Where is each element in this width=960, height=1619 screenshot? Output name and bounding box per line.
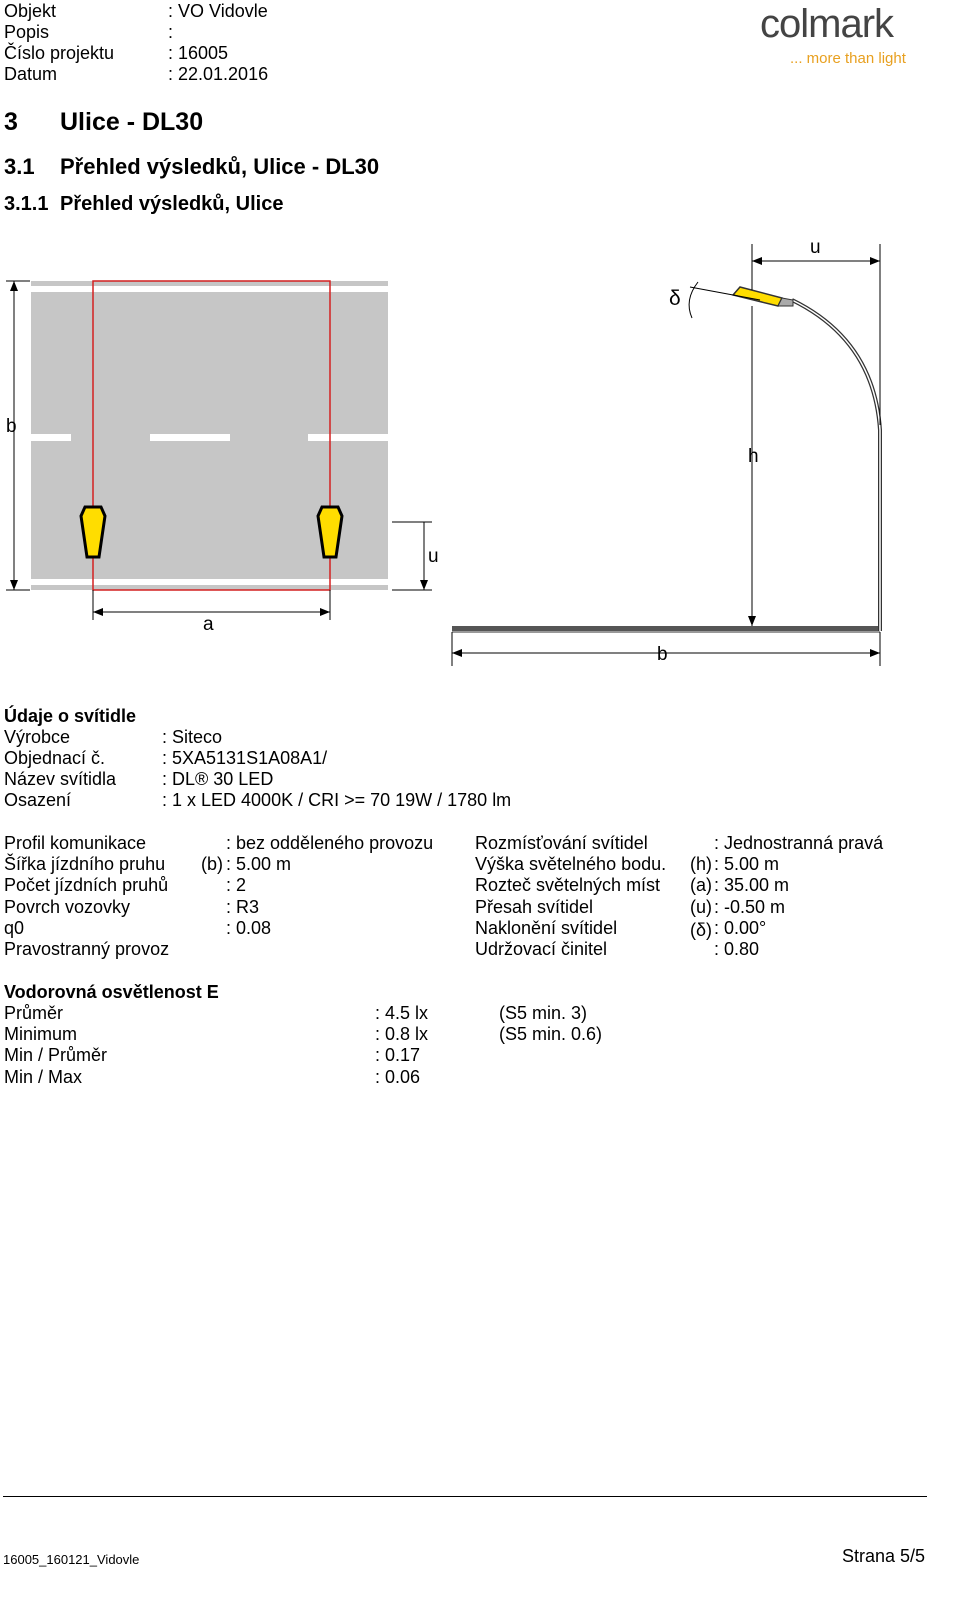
profile-value: : 5.00 m xyxy=(226,854,292,874)
profile-label: Povrch vozovky xyxy=(4,897,131,917)
illuminance-value: : 0.17 xyxy=(375,1045,421,1065)
luminaire-value: : Siteco xyxy=(162,727,223,747)
luminaire-value: : DL® 30 LED xyxy=(162,769,274,789)
luminaire-label: Výrobce xyxy=(4,727,71,747)
pole xyxy=(792,300,880,631)
pole-side-view xyxy=(452,237,880,666)
luminaire-title: Údaje o svítidle xyxy=(4,706,137,726)
logo-wordmark: colmark xyxy=(760,2,894,46)
illuminance-label: Průměr xyxy=(4,1003,64,1023)
illuminance-label: Min / Průměr xyxy=(4,1045,108,1065)
profile-symbol: (u) xyxy=(690,897,712,917)
dim-label-u-side: u xyxy=(810,237,821,258)
heading-2-text: Přehled výsledků, Ulice - DL30 xyxy=(60,154,380,179)
luminaire-icon xyxy=(318,507,342,557)
profile-symbol: (b) xyxy=(201,854,223,874)
header-value-objekt: : VO Vidovle xyxy=(168,1,268,21)
illuminance-value: : 0.06 xyxy=(375,1067,421,1087)
lane-marking xyxy=(308,434,388,441)
heading-3-number: 3.1.1 xyxy=(4,193,49,215)
heading-1-number: 3 xyxy=(4,108,18,136)
luminaire-label: Objednací č. xyxy=(4,748,106,768)
dim-label-u-plan: u xyxy=(428,546,439,567)
profile-symbol: (δ) xyxy=(690,920,713,940)
header-value-project: : 16005 xyxy=(168,43,229,63)
illuminance-label: Min / Max xyxy=(4,1067,83,1087)
profile-value: : 0.08 xyxy=(226,918,272,938)
logo-tagline: ... more than light xyxy=(790,50,906,67)
header-value-popis: : xyxy=(168,22,174,42)
road-plan-view xyxy=(31,281,388,590)
luminaire-value: : 1 x LED 4000K / CRI >= 70 19W / 1780 lm xyxy=(162,790,512,810)
header-label-objekt: Objekt xyxy=(4,1,57,21)
road-layout-diagram xyxy=(0,230,960,680)
dim-label-h: h xyxy=(748,446,759,467)
profile-label: Šířka jízdního pruhu xyxy=(4,854,166,874)
profile-value: : bez odděleného provozu xyxy=(226,833,434,853)
profile-label: q0 xyxy=(4,918,25,938)
illuminance-note: (S5 min. 0.6) xyxy=(499,1024,603,1044)
profile-symbol: (a) xyxy=(690,875,712,895)
illuminance-label: Minimum xyxy=(4,1024,78,1044)
profile-label: Naklonění svítidel xyxy=(475,918,618,938)
luminaire-icon xyxy=(81,507,105,557)
lane-marking xyxy=(150,434,230,441)
heading-1-text: Ulice - DL30 xyxy=(60,108,204,136)
edge-line-top xyxy=(31,286,388,292)
road-section xyxy=(452,626,880,631)
footer-filename: 16005_160121_Vidovle xyxy=(3,1552,140,1567)
profile-value: : Jednostranná pravá xyxy=(714,833,884,853)
profile-label: Pravostranný provoz xyxy=(4,939,170,959)
profile-label: Přesah svítidel xyxy=(475,897,594,917)
dim-label-delta: δ xyxy=(669,287,681,310)
illuminance-title: Vodorovná osvětlenost E xyxy=(4,982,219,1002)
profile-value: : 0.80 xyxy=(714,939,760,959)
profile-symbol: (h) xyxy=(690,854,712,874)
header-label-datum: Datum xyxy=(4,64,58,84)
profile-label: Počet jízdních pruhů xyxy=(4,875,169,895)
luminaire-label: Název svítidla xyxy=(4,769,117,789)
luminaire-value: : 5XA5131S1A08A1/ xyxy=(162,748,328,768)
dim-label-b-plan: b xyxy=(6,416,17,437)
edge-line-bottom xyxy=(31,579,388,585)
profile-label: Profil komunikace xyxy=(4,833,147,853)
profile-value: : R3 xyxy=(226,897,260,917)
profile-value: : 5.00 m xyxy=(714,854,780,874)
footer-page-number: Strana 5/5 xyxy=(842,1546,926,1566)
header-value-datum: : 22.01.2016 xyxy=(168,64,269,84)
profile-value: : 2 xyxy=(226,875,247,895)
heading-2-number: 3.1 xyxy=(4,154,35,179)
profile-label: Udržovací činitel xyxy=(475,939,608,959)
footer-divider xyxy=(3,1496,927,1497)
luminaire-label: Osazení xyxy=(4,790,72,810)
dim-label-a: a xyxy=(203,614,214,635)
header-label-project: Číslo projektu xyxy=(4,43,115,63)
profile-value: : 35.00 m xyxy=(714,875,790,895)
dim-label-b-side: b xyxy=(657,644,668,665)
illuminance-note: (S5 min. 3) xyxy=(499,1003,588,1023)
header-label-popis: Popis xyxy=(4,22,50,42)
profile-label: Rozmísťování svítidel xyxy=(475,833,648,853)
profile-value: : -0.50 m xyxy=(714,897,786,917)
profile-value: : 0.00° xyxy=(714,918,767,938)
profile-label: Výška světelného bodu. xyxy=(475,854,667,874)
lane-marking xyxy=(31,434,71,441)
illuminance-value: : 0.8 lx xyxy=(375,1024,429,1044)
illuminance-value: : 4.5 lx xyxy=(375,1003,429,1023)
heading-3-text: Přehled výsledků, Ulice xyxy=(60,193,284,215)
profile-label: Rozteč světelných míst xyxy=(475,875,661,895)
